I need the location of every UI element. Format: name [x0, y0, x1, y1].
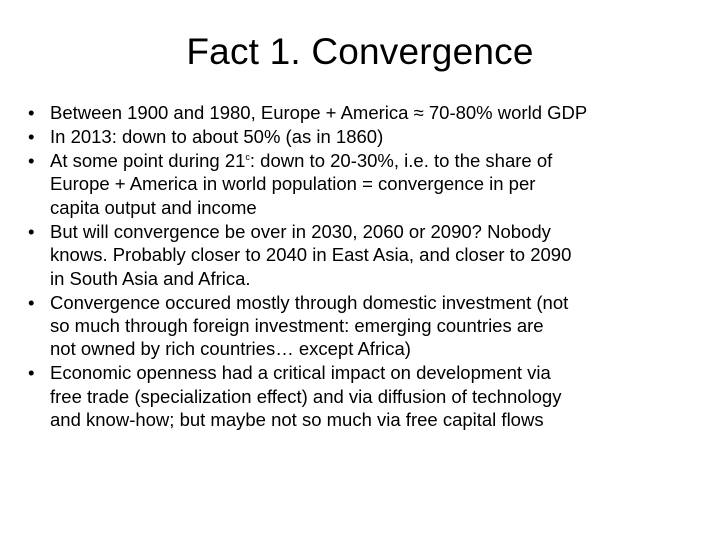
bullet-item	[28, 220, 708, 290]
bullet-dot: •	[28, 102, 35, 123]
bullet-item	[28, 101, 708, 124]
bullet-dot: •	[28, 362, 35, 384]
bullet-item	[28, 291, 708, 361]
bullet-text-line: Between 1900 and 1980, Europe + America ≈ 70-80% world GDP	[50, 102, 588, 123]
bullet-text-line: In 2013: down to about 50% (as in 1860)	[50, 126, 384, 147]
bullet-text-line: Economic openness had a critical impact on development via	[50, 362, 551, 384]
bullet-text-line: free trade (specialization effect) and via diffusion of technology	[50, 385, 562, 407]
slide-title: Fact 1. Convergence	[186, 31, 534, 72]
bullet-text-line: and know-how; but maybe not so much via free capital flows	[50, 409, 544, 431]
superscript-c: c	[245, 152, 250, 162]
text-segment: : down to 20-30%, i.e. to the share of	[249, 150, 553, 171]
bullet-text-line: capita output and income	[50, 196, 257, 218]
bullet-dot: •	[28, 220, 35, 242]
bullet-item	[28, 125, 708, 148]
bullet-text-line: Europe + America in world population = convergence in per	[50, 173, 536, 195]
text-segment: At some point during 21	[50, 150, 246, 171]
bullet-text-line	[50, 149, 708, 172]
bullet-text-line: in South Asia and Africa.	[50, 267, 251, 289]
bullet-text-line: not owned by rich countries… except Africa)	[50, 338, 411, 360]
bullet-dot: •	[28, 126, 35, 147]
bullet-item	[28, 149, 708, 219]
bullet-item	[28, 361, 708, 431]
bullet-list	[28, 101, 708, 432]
bullet-text-line: Convergence occured mostly through domestic investment (not	[50, 291, 569, 313]
bullet-dot: •	[28, 150, 35, 171]
bullet-text-line: knows. Probably closer to 2040 in East Asia, and closer to 2090	[50, 244, 572, 266]
bullet-dot: •	[28, 291, 35, 313]
bullet-text-line: so much through foreign investment: emerging countries are	[50, 315, 544, 337]
bullet-text-line: But will convergence be over in 2030, 2060 or 2090? Nobody	[50, 220, 551, 242]
